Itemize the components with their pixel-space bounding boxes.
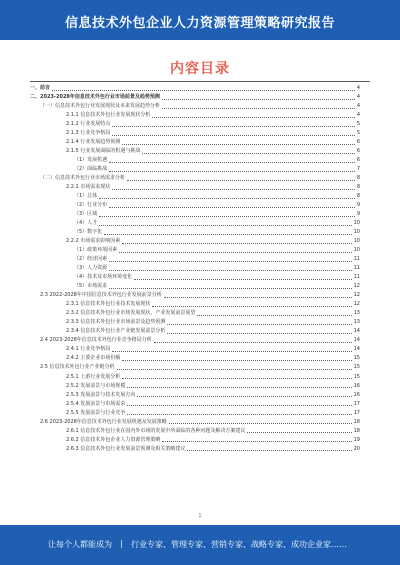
toc-leader-dots <box>122 144 355 145</box>
toc-leader-dots <box>112 189 355 190</box>
toc-entry-title: （5）数字化 <box>74 229 103 236</box>
toc-divider <box>30 81 370 82</box>
toc-leader-dots <box>112 126 355 127</box>
toc-entry-page: 7 <box>356 166 360 173</box>
toc-entry-page: 8 <box>356 175 360 182</box>
toc-entry-title: 2.1.3 行业竞争格局 <box>66 130 111 137</box>
toc-entry-page: 8 <box>356 184 360 191</box>
toc-entry-title: 二、2023-2028年信息技术外包行业市场前景及趋势预测 <box>30 94 160 101</box>
footer-separator: | <box>120 539 123 548</box>
toc-leader-dots <box>99 225 351 226</box>
toc-entry-title: 2.3 2022-2028年中国信息技术外包行业发展前景分析 <box>40 292 162 299</box>
toc-entry-page: 18 <box>353 427 360 434</box>
toc-leader-dots <box>142 153 354 154</box>
toc-entry[interactable] <box>30 120 360 129</box>
toc-leader-dots <box>104 234 351 235</box>
toc-leader-dots <box>52 90 355 91</box>
toc-entry-page: 9 <box>356 202 360 209</box>
toc-leader-dots <box>109 207 355 208</box>
toc-entry-title: 2.1.1 信息技术外包行业发展现状分析 <box>66 112 151 119</box>
toc-leader-dots <box>167 333 351 334</box>
toc-entry[interactable] <box>30 345 360 354</box>
toc-entry-title: （1）总体 <box>74 193 98 200</box>
toc-leader-dots <box>127 414 351 415</box>
toc-entry-page: 15 <box>353 373 360 380</box>
page-number: 1 <box>198 513 202 519</box>
toc-entry-page: 13 <box>353 319 360 326</box>
toc-leader-dots <box>164 297 352 298</box>
toc-heading: 内容目录 <box>170 61 230 77</box>
toc-entry-title: （3）人力资源 <box>74 265 108 272</box>
toc-entry-page: 8 <box>356 193 360 200</box>
toc-entry-title: 2.6.3 信息技术外包行业发展前景预测及相关策略建议 <box>66 445 186 452</box>
toc-entry-page: 11 <box>353 265 360 272</box>
toc-leader-dots <box>112 135 355 136</box>
toc-entry-page: 17 <box>353 400 360 407</box>
toc-leader-dots <box>134 279 351 280</box>
toc-entry[interactable] <box>30 373 360 382</box>
toc-entry[interactable] <box>30 382 360 391</box>
toc-leader-dots <box>99 198 355 199</box>
toc-entry[interactable] <box>30 102 360 111</box>
toc-entry-title: （4）人才 <box>74 220 98 227</box>
toc-leader-dots <box>154 342 352 343</box>
toc-entry[interactable] <box>30 246 360 255</box>
toc-entry[interactable] <box>30 400 360 409</box>
toc-entry-page: 6 <box>356 157 360 164</box>
toc-leader-dots <box>109 261 351 262</box>
toc-entry[interactable] <box>30 228 360 237</box>
toc-entry-title: （一）信息技术外包行业发展现状及未来发展趋势分析 <box>40 103 161 110</box>
toc-entry[interactable] <box>30 183 360 192</box>
toc-entry-title: 2.6.2 信息技术外包企业人力资源管理策略 <box>66 436 161 443</box>
toc-leader-dots <box>167 324 351 325</box>
toc-leader-dots <box>162 108 355 109</box>
toc-entry-page: 4 <box>356 112 360 119</box>
toc-entry-title: （1）发展机遇 <box>74 157 108 164</box>
toc-leader-dots <box>112 351 351 352</box>
toc-entry[interactable] <box>30 427 360 436</box>
toc-entry[interactable] <box>30 318 360 327</box>
toc-entry[interactable] <box>30 300 360 309</box>
toc-entry-page: 5 <box>356 130 360 137</box>
toc-entry-title: （2）经济因素 <box>74 256 108 263</box>
toc-entry-title: 2.5.4 发展前景与市场需求 <box>66 400 126 407</box>
toc-entry[interactable] <box>30 363 360 372</box>
toc-leader-dots <box>169 423 352 424</box>
toc-entry-page: 15 <box>353 355 360 362</box>
toc-entry-title: 2.5 信息技术外包行业产业链分析 <box>40 364 115 371</box>
toc-entry[interactable] <box>30 210 360 219</box>
toc-entry[interactable] <box>30 201 360 210</box>
toc-leader-dots <box>117 369 352 370</box>
toc-leader-dots <box>162 441 351 442</box>
toc-leader-dots <box>197 315 351 316</box>
toc-entry[interactable] <box>30 273 360 282</box>
toc-entry-title: 2.3.3 信息技术外包行业市场前景及趋势预测 <box>66 319 166 326</box>
toc-entry-title: 一、前言 <box>30 85 51 91</box>
toc-entry-title: 2.1.5 行业发展面临的机遇与挑战 <box>66 148 141 155</box>
toc-entry[interactable] <box>30 165 360 174</box>
toc-entry[interactable] <box>30 237 360 246</box>
header-bar <box>0 0 400 40</box>
toc-entry-title: 2.6 2023-2028年信息技术外包行业发展机遇及发展策略 <box>40 418 167 425</box>
toc-entry[interactable] <box>30 391 360 400</box>
toc-entry[interactable] <box>30 84 360 93</box>
toc-entry[interactable] <box>30 354 360 363</box>
toc-leader-dots <box>122 243 351 244</box>
toc-leader-dots <box>187 450 351 451</box>
toc-entry[interactable] <box>30 291 360 300</box>
toc-entry[interactable] <box>30 174 360 183</box>
toc-leader-dots <box>109 270 351 271</box>
toc-entry[interactable] <box>30 129 360 138</box>
toc-entry[interactable] <box>30 327 360 336</box>
toc-entry-page: 10 <box>353 238 360 245</box>
toc-entry-title: （5）市场需求 <box>74 283 108 290</box>
toc-entry-page: 19 <box>353 436 360 443</box>
toc-entry-page: 16 <box>353 391 360 398</box>
toc-entry-page: 12 <box>353 292 360 299</box>
document-title: 信息技术外包企业人力资源管理策略研究报告 <box>64 16 335 31</box>
toc-leader-dots <box>122 360 351 361</box>
toc-entry[interactable] <box>30 309 360 318</box>
toc-entry-title: 2.4.2 主要企业市场份额 <box>66 355 121 362</box>
toc-entry[interactable] <box>30 409 360 418</box>
toc-leader-dots <box>127 180 355 181</box>
toc-leader-dots <box>109 288 351 289</box>
toc-leader-dots <box>247 432 351 433</box>
toc-entry-title: 2.1.2 行业发展特点 <box>66 121 111 128</box>
toc-entry[interactable] <box>30 264 360 273</box>
toc-entry[interactable] <box>30 138 360 147</box>
toc-entry[interactable] <box>30 147 360 156</box>
toc-leader-dots <box>109 162 355 163</box>
toc-entry-title: 2.4 2023-2028年信息技术外包行业竞争格局分析 <box>40 337 152 344</box>
toc-leader-dots <box>152 306 351 307</box>
toc-entry-page: 11 <box>353 256 360 263</box>
toc-entry[interactable] <box>30 156 360 165</box>
toc-entry-page: 4 <box>356 85 360 91</box>
toc-leader-dots <box>99 216 355 217</box>
toc-entry-title: 2.5.2 发展前景与市场规模 <box>66 382 126 389</box>
toc-leader-dots <box>127 387 351 388</box>
toc-leader-dots <box>122 378 351 379</box>
toc-leader-dots <box>162 99 355 100</box>
toc-entry-page: 12 <box>353 283 360 290</box>
toc-entry-page: 14 <box>353 346 360 353</box>
toc-entry-page: 14 <box>353 337 360 344</box>
toc-entry-page: 10 <box>353 220 360 227</box>
toc-entry-title: （1）政策环境因素 <box>74 247 118 254</box>
toc-entry-page: 13 <box>353 310 360 317</box>
toc-entry-title: 2.2.1 市场需求现状 <box>66 184 111 191</box>
toc-entry[interactable] <box>30 436 360 445</box>
toc-entry[interactable] <box>30 336 360 345</box>
toc-entry-page: 14 <box>353 328 360 335</box>
toc-entry-title: （3）区域 <box>74 211 98 218</box>
toc-entry[interactable] <box>30 255 360 264</box>
toc-entry-title: 2.3.2 信息技术外包行业市场发展现状，产业发展前景展望 <box>66 310 196 317</box>
toc-entry[interactable] <box>30 93 360 102</box>
toc-leader-dots <box>109 171 355 172</box>
toc-entry-title: （二）信息技术外包行业市场需求分析 <box>40 175 126 182</box>
toc-entry[interactable] <box>30 445 360 454</box>
footer-slogan-left: 让每个人都能成为 <box>48 540 112 549</box>
toc-entry-page: 16 <box>353 382 360 389</box>
toc-entry-page: 10 <box>353 229 360 236</box>
toc-leader-dots <box>152 117 354 118</box>
footer-slogan-right: 行业专家、管理专家、营销专家、战略专家、成功企业家…… <box>131 540 347 549</box>
toc-entry-page: 6 <box>356 148 360 155</box>
toc-leader-dots <box>127 405 351 406</box>
toc-entry-title: 2.5.1 上游行业发展分析 <box>66 373 121 380</box>
toc-entry[interactable] <box>30 282 360 291</box>
toc-entry-page: 11 <box>353 274 360 281</box>
toc-entry[interactable] <box>30 418 360 427</box>
toc-entry-title: 2.1.4 行业发展趋势预测 <box>66 139 121 146</box>
toc-entry-page: 18 <box>353 418 360 425</box>
toc-entry[interactable] <box>30 192 360 201</box>
toc-entry-page: 6 <box>356 139 360 146</box>
toc-entry-title: 2.3.1 信息技术外包行业技术发展现状 <box>66 301 151 308</box>
toc-entry-title: （2）行业分布 <box>74 202 108 209</box>
toc-entry-title: 2.4.1 行业竞争格局 <box>66 346 111 353</box>
toc-entry-page: 20 <box>353 445 360 452</box>
toc-entry-title: 2.3.4 信息技术外包行业产业链发展前景分析 <box>66 328 166 335</box>
toc-entry-page: 12 <box>353 301 360 308</box>
toc-entry[interactable] <box>30 111 360 120</box>
toc-entry-title: 2.2.2 市场需求影响因素 <box>66 238 121 245</box>
toc-leader-dots <box>119 252 351 253</box>
toc-entry[interactable] <box>30 219 360 228</box>
toc-entry-page: 17 <box>353 409 360 416</box>
toc-entry-title: 2.5.5 发展前景与行业竞争 <box>66 409 126 416</box>
toc-entry-page: 4 <box>356 94 360 101</box>
toc-entry-page: 5 <box>356 121 360 128</box>
table-of-contents <box>30 84 360 454</box>
toc-entry-page: 9 <box>356 211 360 218</box>
toc-entry-page: 15 <box>353 364 360 371</box>
toc-entry-page: 4 <box>356 103 360 110</box>
toc-entry-title: 2.5.3 发展前景与技术发展方向 <box>66 391 136 398</box>
toc-entry-title: 2.6.1 信息技术外包行业在国内外市场的发展中所面临的各种问题及解决方案建议 <box>66 427 246 434</box>
toc-entry-title: （4）技术及市场环境变化 <box>74 274 133 281</box>
footer-bar <box>0 525 400 565</box>
toc-entry-title: （2）面临挑战 <box>74 166 108 173</box>
toc-leader-dots <box>137 396 351 397</box>
toc-entry-page: 10 <box>353 247 360 254</box>
